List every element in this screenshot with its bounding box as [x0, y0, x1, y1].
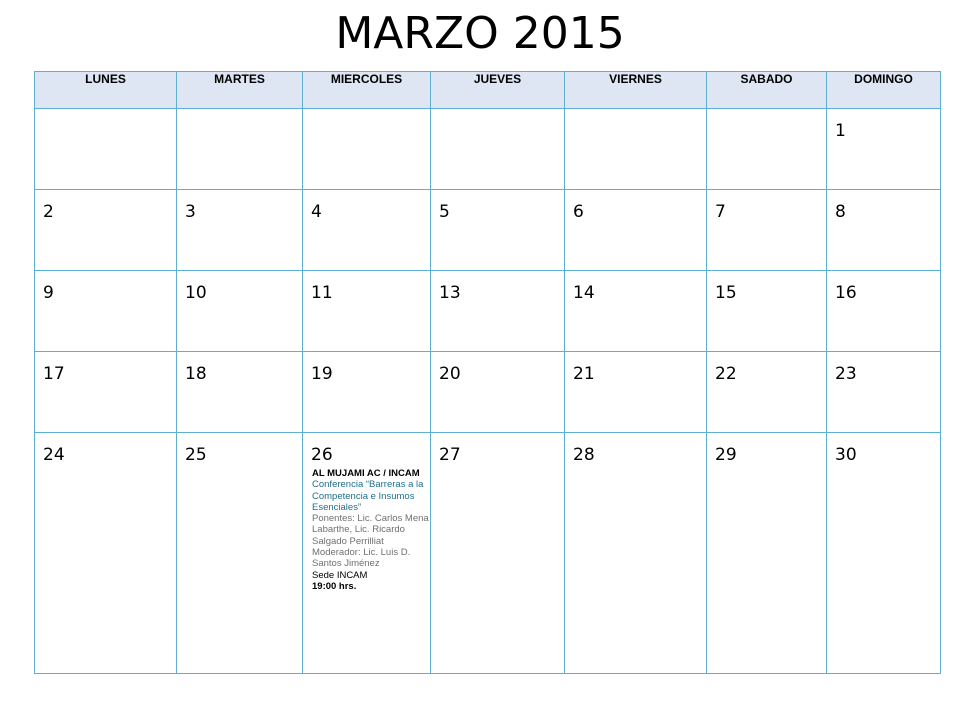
week-row — [35, 352, 941, 433]
day-cell — [565, 109, 707, 190]
day-cell — [35, 109, 177, 190]
day-cell — [303, 352, 431, 433]
day-number: 11 — [311, 283, 333, 303]
calendar-title: MARZO 2015 — [335, 8, 625, 59]
event-venue: Sede INCAM — [312, 569, 368, 581]
day-number: 4 — [311, 202, 322, 222]
day-number: 29 — [715, 445, 737, 465]
day-cell — [177, 433, 303, 674]
day-number: 26 — [311, 445, 333, 465]
day-number: 17 — [43, 364, 65, 384]
day-cell-with-event — [303, 433, 431, 674]
day-number — [565, 109, 706, 121]
day-number: 30 — [835, 445, 857, 465]
day-cell — [35, 271, 177, 352]
week-row — [35, 109, 941, 190]
day-cell — [303, 271, 431, 352]
day-cell — [177, 271, 303, 352]
day-number: 25 — [185, 445, 207, 465]
day-number: 27 — [439, 445, 461, 465]
day-cell — [431, 190, 565, 271]
day-number: 16 — [835, 283, 857, 303]
event-speakers: Ponentes: Lic. Carlos Mena Labarthe, Lic. Ricardo Salgado Perrilliat — [312, 513, 429, 547]
day-cell — [35, 352, 177, 433]
day-cell — [565, 433, 707, 674]
day-number — [177, 109, 302, 121]
weekday-wednesday: MIERCOLES — [303, 72, 431, 109]
day-cell — [707, 433, 827, 674]
day-number: 13 — [439, 283, 461, 303]
day-cell — [565, 271, 707, 352]
day-number: 7 — [715, 202, 726, 222]
day-cell — [827, 433, 941, 674]
day-number: 14 — [573, 283, 595, 303]
weekday-saturday: SABADO — [707, 72, 827, 109]
day-number — [707, 109, 826, 121]
day-number: 1 — [835, 121, 846, 141]
day-cell — [177, 352, 303, 433]
day-number: 2 — [43, 202, 54, 222]
day-cell — [707, 352, 827, 433]
day-number: 10 — [185, 283, 207, 303]
day-number: 6 — [573, 202, 584, 222]
week-row — [35, 271, 941, 352]
event-time: 19:00 hrs. — [312, 580, 357, 592]
day-cell — [827, 109, 941, 190]
day-number — [35, 109, 176, 121]
day-cell — [431, 433, 565, 674]
day-cell — [177, 190, 303, 271]
day-number: 9 — [43, 283, 54, 303]
weekday-sunday: DOMINGO — [827, 72, 941, 109]
day-number: 15 — [715, 283, 737, 303]
day-cell — [565, 190, 707, 271]
day-number: 22 — [715, 364, 737, 384]
day-cell — [827, 352, 941, 433]
day-cell — [303, 190, 431, 271]
day-cell — [303, 109, 431, 190]
day-number — [303, 109, 430, 121]
day-cell — [707, 109, 827, 190]
day-number: 24 — [43, 445, 65, 465]
event-organizer: AL MUJAMI AC / INCAM — [312, 468, 420, 479]
day-cell — [565, 352, 707, 433]
day-number: 23 — [835, 364, 857, 384]
day-number: 19 — [311, 364, 333, 384]
day-cell — [707, 271, 827, 352]
event-title: Conferencia “Barreras a la Competencia e Insumos Esenciales” — [312, 479, 424, 513]
event-moderator: Moderador: Lic. Luis D. Santos Jiménez — [312, 547, 411, 570]
day-cell — [827, 190, 941, 271]
day-number — [431, 109, 564, 121]
calendar-grid — [34, 71, 941, 674]
week-row — [35, 190, 941, 271]
weekday-tuesday: MARTES — [177, 72, 303, 109]
day-number: 28 — [573, 445, 595, 465]
day-cell — [431, 352, 565, 433]
weekday-friday: VIERNES — [565, 72, 707, 109]
day-cell — [35, 433, 177, 674]
day-cell — [707, 190, 827, 271]
day-number: 20 — [439, 364, 461, 384]
day-number: 8 — [835, 202, 846, 222]
weekday-monday: LUNES — [35, 72, 177, 109]
weekday-header-row — [35, 72, 941, 109]
day-cell — [431, 271, 565, 352]
day-number: 21 — [573, 364, 595, 384]
day-cell — [177, 109, 303, 190]
day-number: 5 — [439, 202, 450, 222]
day-cell — [431, 109, 565, 190]
weekday-thursday: JUEVES — [431, 72, 565, 109]
week-row — [35, 433, 941, 674]
day-number: 18 — [185, 364, 207, 384]
day-cell — [35, 190, 177, 271]
day-cell — [827, 271, 941, 352]
calendar-event — [303, 465, 430, 592]
day-number: 3 — [185, 202, 196, 222]
